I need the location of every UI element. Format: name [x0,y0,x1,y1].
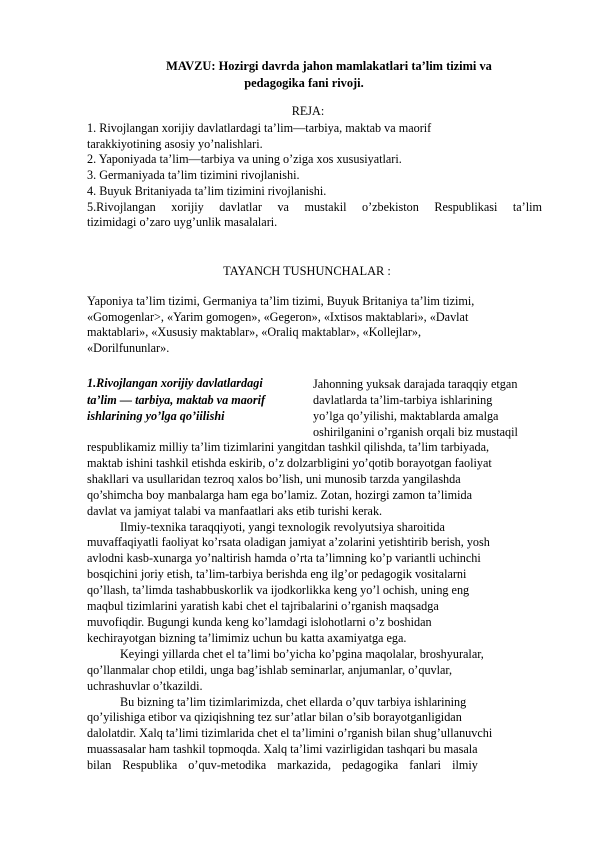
body-line: qo’shimcha boy manbalarga ham ega bo’lamiz. Zotan, hozirgi zamon ta’limida [87,487,473,502]
reja-item: tizimidagi o’zaro uyg’unlik masalalari. [87,215,278,230]
section-heading [87,375,302,425]
title-line-1: MAVZU: Hozirgi davrda jahon mamlakatlari ta’lim tizimi va [166,59,492,73]
reja-item: 2. Yaponiyada ta’lim—tarbiya va uning o’ziga xos xususiyatlari. [87,152,402,167]
body-line: bosqichini joriy etish, ta’lim-tarbiya berishda eng ilg’or pedagogik vositalarni [87,567,467,582]
tayanch-line: «Gomogenlar>, «Yarim gomogen», «Gegeron», «Ixtisos maktablari», «Davlat [87,309,469,324]
body-line: dalolatdir. Xalq ta’limi tizimlarida chet el ta’limini o’rganish bilan shug’ullanuvchi [87,726,493,741]
section-intro-text [313,376,548,440]
section-body [87,440,545,774]
body-line: Keyingi yillarda chet el ta’limi bo’yicha ko’pgina maqolalar, broshyuralar, [120,646,484,661]
body-line: Bu bizning ta’lim tizimlarimizda, chet ellarda o’quv tarbiya ishlarining [120,694,467,709]
intro-line: davlatlarda ta’lim-tarbiya ishlarining [313,393,493,407]
body-line: maktab ishini tashkil etishda eskirib, o’z dolzarbligini yo’qotib borayotgan faoliyat [87,455,492,470]
body-line: shakllari va usullaridan tezroq xalos bo’lish, uni munosib tarzda yangilashda [87,471,461,486]
reja-list [87,121,542,231]
body-line: Ilmiy-texnika taraqqiyoti, yangi texnologik revolyutsiya sharoitida [120,519,445,534]
intro-line: Jahonning yuksak darajada taraqqiy etgan [313,377,518,391]
tayanch-paragraph [87,294,542,357]
reja-item: tarakkiyotining asosiy yo’nalishlari. [87,136,263,151]
body-line: maqbul tizimlarini yaratish kabi chet el tajribalarini o’rganish maqsadga [87,599,439,614]
reja-item: 3. Germaniyada ta’lim tizimini rivojlanishi. [87,168,300,183]
body-line: avlodni kasb-xunarga yo’naltirish hamda o’rta ta’limning ko’p variantli uchinchi [87,551,481,566]
intro-line: oshirilganini o’rganish orqali biz mustaqil [313,425,518,439]
reja-heading: REJA: [291,104,325,118]
paragraph-4 [87,695,545,775]
body-line: qo’llash, ta’limda tashabbuskorlik va ijodkorlikka keng yo’l ochish, uning eng [87,583,470,598]
body-line: kechirayotgan bizning ta’limimiz uchun bu katta axamiyatga ega. [87,630,407,645]
paragraph-3 [87,647,545,695]
intro-line: yo’lga qo’yilishi, maktablarda amalga [313,409,499,423]
title-line-2: pedagogika fani rivoji. [244,76,364,90]
body-line: muassasalar ham tashkil topmoqda. Xalq ta’limi vazirligidan tashqari bu masala [87,742,478,757]
tayanch-line: maktablari», «Xususiy maktablar», «Oraliq maktablar», «Kollejlar», [87,325,422,340]
tayanch-heading: TAYANCH TUSHUNCHALAR : [223,264,391,278]
section-heading-line: 1.Rivojlangan xorijiy davlatlardagi [87,376,263,390]
paragraph-2 [87,520,545,647]
section-heading-line: ishlarining yo’lga qo’iilishi [87,409,225,423]
body-line: uchrashuvlar o’tkazildi. [87,678,203,693]
body-line: muvofiqdir. Bugungi kunda keng ko’lamdagi islohotlarni o’z boshidan [87,614,432,629]
reja-item: 4. Buyuk Britaniyada ta’lim tizimini rivojlanishi. [87,183,327,198]
reja-item: 1. Rivojlangan xorijiy davlatlardagi ta’lim—tarbiya, maktab va maorif [87,121,432,135]
body-line: qo’yilishiga etibor va qiziqishning tez sur’atlar bilan o’sib borayotganligidan [87,710,462,725]
body-line: respublikamiz milliy ta’lim tizimlarini yangitdan tashkil qilishda, ta’lim tarbiyada, [87,440,490,454]
body-line: qo’llanmalar chop etildi, unga bag’ishlab seminarlar, anjumanlar, o’quvlar, [87,662,453,677]
section-heading-line: ta’lim — tarbiya, maktab va maorif [87,392,266,407]
document-title [0,58,596,92]
paragraph-1 [87,440,545,520]
body-line: bilan Respublika o’quv-metodika markazida, pedagogika fanlari ilmiy [87,758,478,773]
body-line: muvaffaqiyatli faoliyat ko’rsata oladigan jamiyat a’zolarini yetishtirib berish, yosh [87,535,490,550]
tayanch-line: Yaponiya ta’lim tizimi, Germaniya ta’lim tizimi, Buyuk Britaniya ta’lim tizimi, [87,294,475,308]
tayanch-line: «Dorilfununlar». [87,341,170,356]
reja-item: 5.Rivojlangan xorijiy davlatlar va mustakil o’zbekiston Respublikasi ta’lim [87,199,542,214]
body-line: davlat va jamiyat talabi va manfaatlari aks etib turishi kerak. [87,503,383,518]
